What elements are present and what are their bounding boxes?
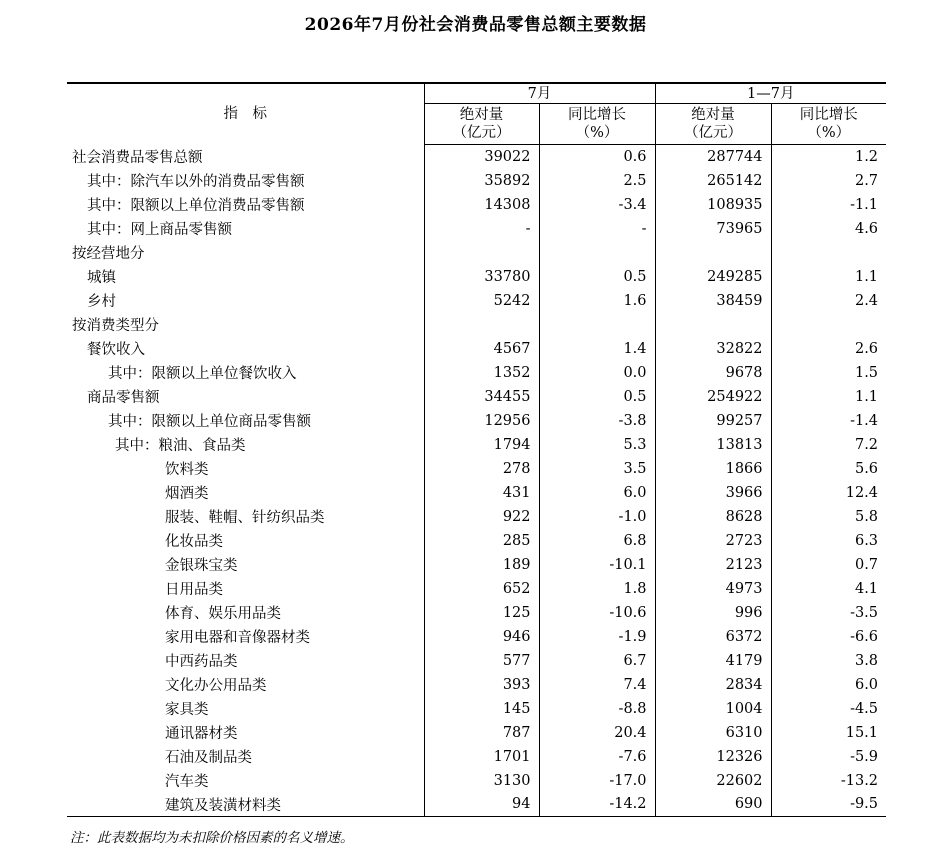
ytd-growth-cell: 1.1 (854, 268, 879, 285)
table-row (67, 769, 886, 793)
july-growth-cell: -14.2 (539, 793, 655, 817)
july-amount-cell: 14308 (424, 193, 539, 217)
row-label: 通讯器材类 (67, 721, 424, 745)
july-amount-cell: 35892 (424, 169, 539, 193)
table-row (67, 601, 886, 625)
ytd-amount-cell: 4179 (655, 649, 771, 673)
ytd-amount-cell: 1866 (655, 457, 771, 481)
july-amount-cell: 4567 (424, 337, 539, 361)
ytd-amount-cell (655, 241, 771, 265)
july-growth-cell: - (539, 217, 655, 241)
ytd-growth-cell: 15.1 (845, 724, 879, 741)
july-growth-cell: 6.7 (539, 649, 655, 673)
footnote: 注：此表数据均为未扣除价格因素的名义增速。 (70, 830, 354, 846)
july-growth-cell: -8.8 (539, 697, 655, 721)
ytd-growth-cell: 12.4 (845, 484, 879, 501)
july-growth-cell (539, 313, 655, 337)
ytd-amount-cell: 13813 (655, 433, 771, 457)
ytd-amount-cell: 4973 (655, 577, 771, 601)
ytd-amount-cell: 73965 (655, 217, 771, 241)
ytd-growth-cell: -9.5 (771, 793, 886, 817)
row-label: 化妆品类 (67, 529, 424, 553)
ytd-growth-cell (771, 241, 886, 265)
ytd-growth-cell: 6.0 (854, 676, 879, 693)
row-label: 金银珠宝类 (67, 553, 424, 577)
july-growth-cell: 1.8 (539, 577, 655, 601)
table-row (67, 241, 886, 265)
row-label: 乡村 (67, 289, 424, 313)
table-row (67, 529, 886, 553)
july-amount-cell: 5242 (424, 289, 539, 313)
ytd-growth-cell: -4.5 (850, 700, 879, 717)
ytd-amount-cell: 38459 (655, 289, 771, 313)
ytd-amount-cell: 12326 (655, 745, 771, 769)
table-row (67, 337, 886, 361)
july-growth-cell: 0.6 (539, 145, 655, 169)
ytd-growth-cell (771, 313, 886, 337)
ytd-amount-cell: 2834 (655, 673, 771, 697)
table-row (67, 217, 886, 241)
row-label: 其中：限额以上单位餐饮收入 (67, 361, 424, 385)
ytd-amount-cell: 108935 (655, 193, 771, 217)
july-amount-cell: 577 (424, 649, 539, 673)
ytd-growth-cell: -5.9 (850, 748, 879, 765)
table-row (67, 457, 886, 481)
row-label: 其中：除汽车以外的消费品零售额 (67, 169, 424, 193)
ytd-amount-cell: 2123 (655, 553, 771, 577)
july-amount-cell: 33780 (424, 265, 539, 289)
july-growth-cell: 0.5 (539, 385, 655, 409)
table-row (67, 361, 886, 385)
table-row (67, 409, 886, 433)
table-row (67, 553, 886, 577)
ytd-amount-cell: 287744 (655, 145, 771, 169)
header-group-jan-july: 1—7月 (655, 83, 886, 104)
ytd-amount-cell: 22602 (655, 769, 771, 793)
ytd-growth-cell: -1.4 (850, 412, 879, 429)
ytd-amount-cell: 996 (655, 601, 771, 625)
header-indicator: 指 标 (67, 83, 424, 145)
july-amount-cell: 1701 (424, 745, 539, 769)
table-row (67, 481, 886, 505)
july-growth-cell: 2.5 (539, 169, 655, 193)
july-growth-cell: -17.0 (539, 769, 655, 793)
header-sub-cell (424, 104, 539, 145)
table-row (67, 745, 886, 769)
july-growth-cell: -10.6 (539, 601, 655, 625)
ytd-growth-cell: 2.6 (854, 340, 879, 357)
july-amount-cell: 278 (424, 457, 539, 481)
ytd-growth-cell: 0.7 (854, 556, 879, 573)
row-label: 商品零售额 (67, 385, 424, 409)
july-amount-cell (424, 241, 539, 265)
ytd-growth-cell: 2.4 (854, 292, 879, 309)
header-sub-line2: （亿元） (452, 125, 511, 141)
july-amount-cell: 94 (424, 793, 539, 817)
july-growth-cell: -3.4 (539, 193, 655, 217)
row-label: 饮料类 (67, 457, 424, 481)
ytd-amount-cell: 6372 (655, 625, 771, 649)
header-sub-line1: 绝对量 (459, 107, 504, 123)
table-row (67, 265, 886, 289)
row-label: 其中：限额以上单位消费品零售额 (67, 193, 424, 217)
row-label: 家具类 (67, 697, 424, 721)
table-row (67, 649, 886, 673)
july-amount-cell: 652 (424, 577, 539, 601)
table-row (67, 193, 886, 217)
page-title: 2026年7月份社会消费品零售总额主要数据 (304, 15, 647, 35)
row-label: 城镇 (67, 265, 424, 289)
july-amount-cell: 125 (424, 601, 539, 625)
july-amount-cell: 12956 (424, 409, 539, 433)
ytd-growth-cell: 4.6 (854, 220, 879, 237)
ytd-growth-cell: 1.5 (854, 364, 879, 381)
ytd-growth-cell: 5.8 (854, 508, 879, 525)
table-row (67, 697, 886, 721)
row-label: 石油及制品类 (67, 745, 424, 769)
july-growth-cell: -1.9 (539, 625, 655, 649)
row-label: 其中：网上商品零售额 (67, 217, 424, 241)
ytd-growth-cell: 4.1 (854, 580, 879, 597)
table-row (67, 313, 886, 337)
ytd-amount-cell: 8628 (655, 505, 771, 529)
header-group-july: 7月 (424, 83, 655, 104)
table-row (67, 289, 886, 313)
july-growth-cell: 1.4 (539, 337, 655, 361)
july-amount-cell: 922 (424, 505, 539, 529)
row-label: 文化办公用品类 (67, 673, 424, 697)
july-amount-cell: 39022 (424, 145, 539, 169)
table-row (67, 673, 886, 697)
july-amount-cell: 1794 (424, 433, 539, 457)
july-growth-cell: 0.5 (539, 265, 655, 289)
july-growth-cell: 1.6 (539, 289, 655, 313)
july-amount-cell: 34455 (424, 385, 539, 409)
ytd-amount-cell: 249285 (655, 265, 771, 289)
ytd-growth-cell: 3.8 (854, 652, 879, 669)
header-sub-cell (655, 104, 771, 145)
ytd-growth-cell: 1.1 (854, 388, 879, 405)
row-label: 按经营地分 (67, 241, 424, 265)
table-row (67, 625, 886, 649)
ytd-amount-cell: 9678 (655, 361, 771, 385)
ytd-growth-cell: -1.1 (850, 196, 879, 213)
ytd-amount-cell: 32822 (655, 337, 771, 361)
july-amount-cell: 946 (424, 625, 539, 649)
table-row (67, 433, 886, 457)
ytd-growth-cell: -6.6 (850, 628, 879, 645)
ytd-amount-cell: 3966 (655, 481, 771, 505)
ytd-growth-cell: 2.7 (854, 172, 879, 189)
ytd-amount-cell: 265142 (655, 169, 771, 193)
july-amount-cell: 393 (424, 673, 539, 697)
header-sub-line1: 同比增长 (568, 107, 626, 123)
table-row (67, 577, 886, 601)
header-sub-cell (771, 104, 886, 145)
row-label: 餐饮收入 (67, 337, 424, 361)
july-growth-cell: -3.8 (539, 409, 655, 433)
july-growth-cell: 20.4 (539, 721, 655, 745)
ytd-amount-cell: 1004 (655, 697, 771, 721)
row-label: 中西药品类 (67, 649, 424, 673)
header-sub-line2: （%） (575, 125, 619, 141)
ytd-growth-cell: -13.2 (840, 772, 879, 789)
july-amount-cell: 285 (424, 529, 539, 553)
table-row (67, 721, 886, 745)
july-amount-cell (424, 313, 539, 337)
ytd-amount-cell: 2723 (655, 529, 771, 553)
ytd-amount-cell: 690 (655, 793, 771, 817)
ytd-growth-cell: 1.2 (854, 148, 879, 165)
header-sub-cell (539, 104, 655, 145)
july-growth-cell: 6.0 (539, 481, 655, 505)
table-row (67, 505, 886, 529)
row-label: 日用品类 (67, 577, 424, 601)
july-growth-cell: 0.0 (539, 361, 655, 385)
table-row (67, 385, 886, 409)
july-growth-cell (539, 241, 655, 265)
row-label: 社会消费品零售总额 (67, 145, 424, 169)
row-label: 体育、娱乐用品类 (67, 601, 424, 625)
july-amount-cell: 189 (424, 553, 539, 577)
july-amount-cell: 1352 (424, 361, 539, 385)
data-table (67, 82, 886, 817)
header-sub-line2: （亿元） (684, 125, 743, 141)
july-amount-cell: 787 (424, 721, 539, 745)
july-amount-cell: 431 (424, 481, 539, 505)
row-label: 其中：粮油、食品类 (67, 433, 424, 457)
july-growth-cell: 7.4 (539, 673, 655, 697)
row-label: 汽车类 (67, 769, 424, 793)
ytd-growth-cell: 5.6 (854, 460, 879, 477)
july-growth-cell: 3.5 (539, 457, 655, 481)
table-row (67, 145, 886, 169)
ytd-growth-cell: 6.3 (854, 532, 879, 549)
row-label: 服装、鞋帽、针纺织品类 (67, 505, 424, 529)
july-growth-cell: -10.1 (539, 553, 655, 577)
ytd-amount-cell: 254922 (655, 385, 771, 409)
table-row (67, 793, 886, 817)
july-amount-cell: 3130 (424, 769, 539, 793)
row-label: 其中：限额以上单位商品零售额 (67, 409, 424, 433)
july-growth-cell: -7.6 (539, 745, 655, 769)
july-growth-cell: 6.8 (539, 529, 655, 553)
table-row (67, 169, 886, 193)
ytd-growth-cell: 7.2 (854, 436, 879, 453)
row-label: 建筑及装潢材料类 (67, 793, 424, 817)
ytd-growth-cell: -3.5 (850, 604, 879, 621)
july-amount-cell: - (424, 217, 539, 241)
row-label: 家用电器和音像器材类 (67, 625, 424, 649)
july-growth-cell: 5.3 (539, 433, 655, 457)
row-label: 烟酒类 (67, 481, 424, 505)
header-sub-line1: 绝对量 (691, 107, 735, 123)
header-sub-line2: （%） (807, 125, 851, 141)
header-sub-line1: 同比增长 (799, 107, 858, 123)
row-label: 按消费类型分 (67, 313, 424, 337)
ytd-amount-cell (655, 313, 771, 337)
ytd-amount-cell: 6310 (655, 721, 771, 745)
july-growth-cell: -1.0 (539, 505, 655, 529)
july-amount-cell: 145 (424, 697, 539, 721)
ytd-amount-cell: 99257 (655, 409, 771, 433)
